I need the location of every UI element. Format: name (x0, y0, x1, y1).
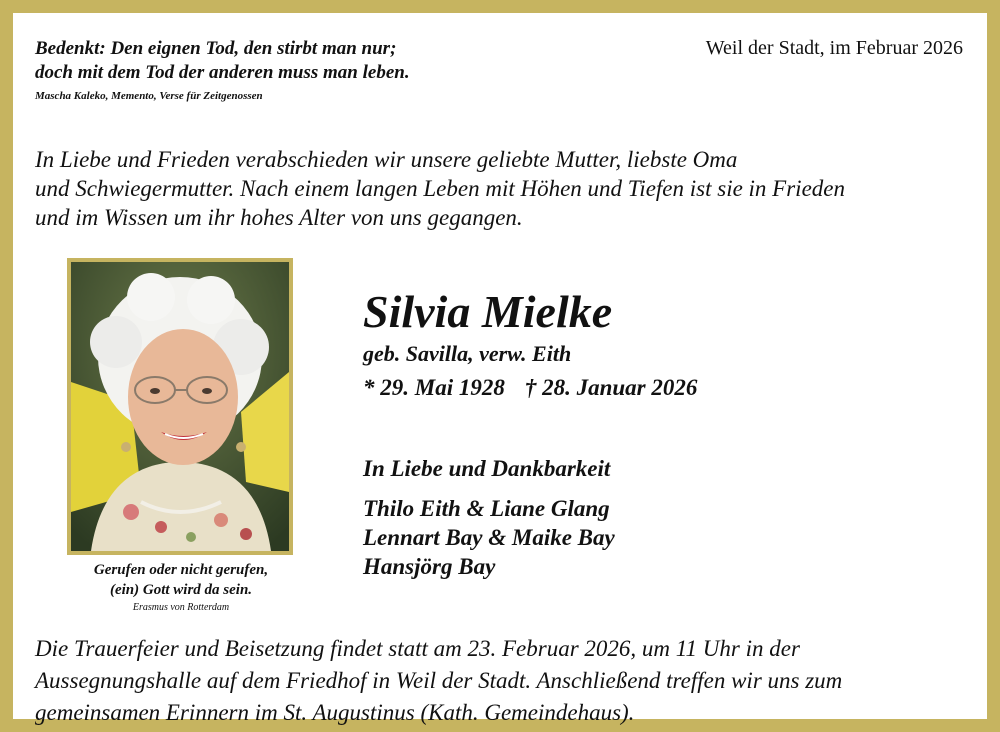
life-dates (363, 375, 697, 401)
funeral-line: Aussegnungshalle auf dem Friedhof in Weil der Stadt. Anschließend treffen wir uns zum (35, 668, 843, 693)
quote-line: Gerufen oder nicht gerufen, (93, 562, 269, 578)
funeral-line: Die Trauerfeier und Beisetzung findet statt am 23. Februar 2026, um 11 Uhr in der (35, 636, 800, 661)
intro-line: und im Wissen um ihr hohes Alter von uns gegangen. (35, 205, 523, 230)
mourner-name: Thilo Eith & Liane Glang (363, 496, 610, 521)
intro-line: und Schwiegermutter. Nach einem langen Leben mit Höhen und Tiefen ist sie in Frieden (35, 176, 845, 201)
motto-source: Mascha Kaleko, Memento, Verse für Zeitgenossen (35, 90, 263, 102)
mourner-name: Lennart Bay & Maike Bay (363, 525, 615, 550)
funeral-line: gemeinsamen Erinnern im St. Augustinus (Kath. Gemeindehaus). (35, 700, 635, 725)
funeral-details (35, 633, 985, 729)
birth-date: * 29. Mai 1928 (363, 375, 505, 400)
maiden-name: geb. Savilla, verw. Eith (363, 341, 572, 366)
portrait-image (71, 262, 289, 551)
place-date: Weil der Stadt, im Februar 2026 (705, 37, 963, 59)
intro-line: In Liebe und Frieden verabschieden wir unsere geliebte Mutter, liebste Oma (35, 147, 738, 172)
mourners-list (363, 494, 615, 581)
photo-quote (53, 560, 309, 600)
deceased-name: Silvia Mielke (363, 286, 613, 337)
mourner-name: Hansjörg Bay (363, 554, 496, 579)
death-date: † 28. Januar 2026 (524, 375, 698, 400)
portrait-photo (67, 258, 293, 555)
intro-text (35, 145, 985, 232)
motto-line: doch mit dem Tod der anderen muss man leben. (35, 62, 410, 83)
motto-line: Bedenkt: Den eignen Tod, den stirbt man nur; (35, 38, 397, 59)
motto-quote (35, 37, 410, 85)
thanks-heading: In Liebe und Dankbarkeit (363, 456, 611, 481)
quote-line: (ein) Gott wird da sein. (109, 582, 253, 598)
quote-source: Erasmus von Rotterdam (132, 602, 230, 613)
